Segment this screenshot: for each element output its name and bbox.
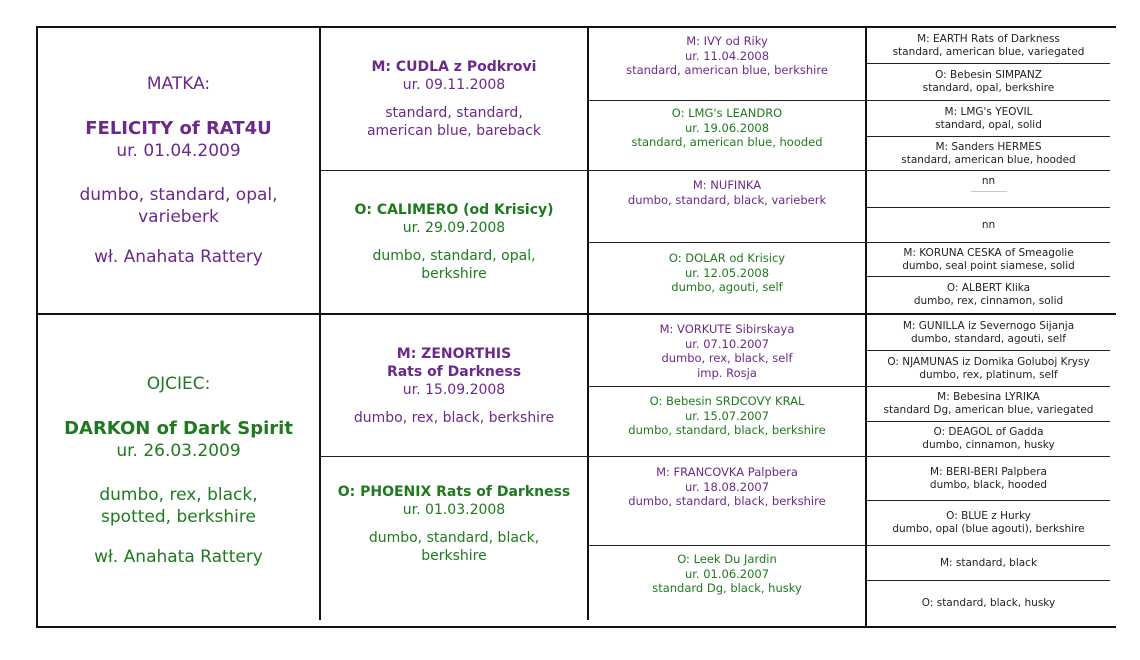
g4-13-variety: dumbo, black, hooded: [929, 478, 1048, 491]
g3-matka-mf-born: ur. 19.06.2008: [684, 120, 770, 135]
g4-6-cell: [867, 208, 1110, 242]
ojciec-mother-name-2: Rats of Darkness: [386, 363, 522, 380]
g4-9-cell: [867, 315, 1110, 350]
ojciec-variety-1: dumbo, rex, black,: [99, 485, 258, 505]
matka-born: ur. 01.04.2009: [116, 141, 241, 161]
ojciec-owner: wł. Anahata Rattery: [94, 547, 263, 567]
ojciec-mother-variety: dumbo, rex, black, berkshire: [353, 409, 555, 426]
g4-11-cell: [867, 387, 1110, 421]
g4-4-name: M: Sanders HERMES: [935, 140, 1042, 153]
g4-3-name: M: LMG's YEOVIL: [944, 105, 1033, 118]
g3-matka-fm-name: M: NUFINKA: [692, 178, 762, 192]
matka-owner: wł. Anahata Rattery: [94, 247, 263, 267]
g4-7-name: M: KORUNA CESKA of Smeagolie: [903, 246, 1074, 259]
ojciec-label: OJCIEC:: [146, 374, 211, 394]
ojciec-father-name: O: PHOENIX Rats of Darkness: [337, 484, 571, 500]
g3-matka-fm-cell: [589, 171, 865, 242]
g3-ojciec-ff-cell: [589, 546, 865, 620]
g3-ojciec-mf-born: ur. 15.07.2007: [684, 408, 770, 423]
g3-matka-mf-variety: standard, american blue, hooded: [631, 135, 823, 149]
matka-father-variety-1: dumbo, standard, opal,: [372, 248, 536, 264]
g4-11-variety: standard Dg, american blue, variegated: [883, 404, 1094, 416]
g3-matka-ff-name: O: DOLAR od Krisicy: [668, 251, 786, 265]
g3-ojciec-mm-name: M: VORKUTE Sibirskaya: [659, 322, 795, 336]
g3-matka-ff-variety: dumbo, agouti, self: [671, 280, 783, 294]
g3-ojciec-mf-name: O: Bebesin SRDCOVY KRAL: [649, 394, 805, 408]
ojciec-father-cell: [321, 457, 587, 620]
matka-cell: [38, 28, 319, 313]
g4-4-cell: [867, 137, 1110, 170]
g4-1-variety: standard, american blue, variegated: [892, 45, 1085, 58]
g4-1-cell: [867, 28, 1110, 63]
g4-8-variety: dumbo, rex, cinnamon, solid: [913, 295, 1064, 307]
g4-14-name: O: BLUE z Hurky: [946, 510, 1031, 522]
g4-14-variety: dumbo, opal (blue agouti), berkshire: [892, 523, 1085, 535]
g4-10-name: O: NJAMUNAS iz Domika Goluboj Krysy: [887, 355, 1090, 368]
g3-ojciec-mf-variety: dumbo, standard, black, berkshire: [628, 423, 826, 437]
g4-6-name: nn: [981, 218, 996, 231]
ojciec-father-variety-2: berkshire: [421, 548, 487, 564]
g3-matka-ff-born: ur. 12.05.2008: [684, 265, 770, 280]
g3-ojciec-ff-variety: standard Dg, black, husky: [652, 581, 802, 595]
g3-ojciec-mf-cell: [589, 387, 865, 456]
matka-name: FELICITY of RAT4U: [85, 118, 272, 139]
matka-father-name: O: CALIMERO (od Krisicy): [354, 202, 554, 218]
matka-father-born: ur. 29.09.2008: [402, 220, 506, 236]
ojciec-father-born: ur. 01.03.2008: [402, 502, 506, 518]
g4-16-name: O: standard, black, husky: [921, 596, 1056, 609]
g3-matka-mf-cell: [589, 101, 865, 170]
g4-10-cell: [867, 351, 1110, 386]
ojciec-cell: [38, 315, 319, 626]
g3-ojciec-fm-cell: [589, 457, 865, 545]
ojciec-mother-cell: [321, 315, 587, 456]
ojciec-father-variety-1: dumbo, standard, black,: [368, 530, 540, 546]
g3-matka-mf-name: O: LMG's LEANDRO: [671, 106, 783, 120]
ojciec-variety-2: spotted, berkshire: [101, 507, 256, 527]
g4-8-name: O: ALBERT Klika: [946, 282, 1031, 294]
g4-12-name: O: DEAGOL of Gadda: [933, 426, 1044, 438]
g4-13-cell: [867, 457, 1110, 500]
g3-matka-mm-variety: standard, american blue, berkshire: [626, 63, 828, 77]
ojciec-mother-name-1: M: ZENORTHIS: [396, 345, 512, 362]
matka-father-cell: [321, 171, 587, 313]
g4-15-name: M: standard, black: [939, 556, 1038, 569]
g4-9-variety: dumbo, standard, agouti, self: [911, 332, 1066, 345]
g3-ojciec-fm-variety: dumbo, standard, black, berkshire: [628, 494, 826, 508]
matka-father-variety-2: berkshire: [421, 266, 487, 282]
matka-mother-born: ur. 09.11.2008: [402, 77, 506, 93]
g4-5-cell: [867, 171, 1110, 207]
matka-label: MATKA:: [146, 74, 211, 94]
g4-7-variety: dumbo, seal point siamese, solid: [902, 259, 1075, 272]
g3-ojciec-mm-note: imp. Rosja: [697, 365, 757, 380]
g3-ojciec-fm-born: ur. 18.08.2007: [684, 479, 770, 494]
g4-8-cell: [867, 277, 1110, 313]
g4-2-variety: standard, opal, berkshire: [922, 82, 1055, 94]
g3-ojciec-fm-name: M: FRANCOVKA Palpbera: [656, 465, 798, 479]
ojciec-name: DARKON of Dark Spirit: [64, 418, 293, 439]
g3-matka-mm-cell: [589, 28, 865, 100]
g4-4-variety: standard, american blue, hooded: [901, 153, 1076, 166]
g4-16-cell: [867, 581, 1110, 625]
g3-matka-mm-born: ur. 11.04.2008: [684, 48, 770, 63]
g3-matka-mm-name: M: IVY od Riky: [686, 34, 768, 48]
g4-12-cell: [867, 422, 1110, 456]
g4-2-name: O: Bebesin SIMPANZ: [935, 69, 1042, 81]
matka-mother-name: M: CUDLA z Podkrovi: [371, 59, 537, 75]
ojciec-born: ur. 26.03.2009: [116, 441, 241, 461]
g3-matka-ff-cell: [589, 243, 865, 313]
g4-7-cell: [867, 243, 1110, 276]
g4-9-name: M: GUNILLA iz Severnogo Sijanja: [902, 319, 1075, 332]
g4-13-name: M: BERI-BERI Palpbera: [930, 465, 1047, 478]
matka-mother-cell: [321, 28, 587, 170]
g3-matka-fm-variety: dumbo, standard, black, varieberk: [627, 192, 827, 207]
g4-14-cell: [867, 501, 1110, 545]
g3-ojciec-mm-born: ur. 07.10.2007: [684, 336, 770, 351]
border-bottom: [36, 626, 1116, 628]
ojciec-mother-born: ur. 15.09.2008: [402, 381, 506, 398]
g4-5-underline: [971, 191, 1007, 192]
matka-mother-variety-1: standard, standard,: [385, 105, 523, 121]
g4-1-name: M: EARTH Rats of Darkness: [917, 32, 1060, 45]
g4-15-cell: [867, 546, 1110, 580]
g3-ojciec-ff-born: ur. 01.06.2007: [684, 566, 770, 581]
matka-variety-2: varieberk: [138, 207, 219, 227]
g4-10-variety: dumbo, rex, platinum, self: [919, 368, 1058, 381]
g4-3-variety: standard, opal, solid: [935, 118, 1042, 131]
g4-5-name: nn: [981, 175, 996, 187]
g3-ojciec-ff-name: O: Leek Du Jardin: [677, 552, 777, 566]
matka-mother-variety-2: american blue, bareback: [366, 123, 542, 139]
matka-variety-1: dumbo, standard, opal,: [79, 185, 278, 205]
g4-3-cell: [867, 101, 1110, 136]
g4-2-cell: [867, 64, 1110, 100]
g4-12-variety: dumbo, cinnamon, husky: [922, 439, 1055, 451]
g3-ojciec-mm-variety: dumbo, rex, black, self: [661, 351, 793, 365]
g3-ojciec-mm-cell: [589, 315, 865, 386]
g4-11-name: M: Bebesina LYRIKA: [937, 391, 1040, 403]
